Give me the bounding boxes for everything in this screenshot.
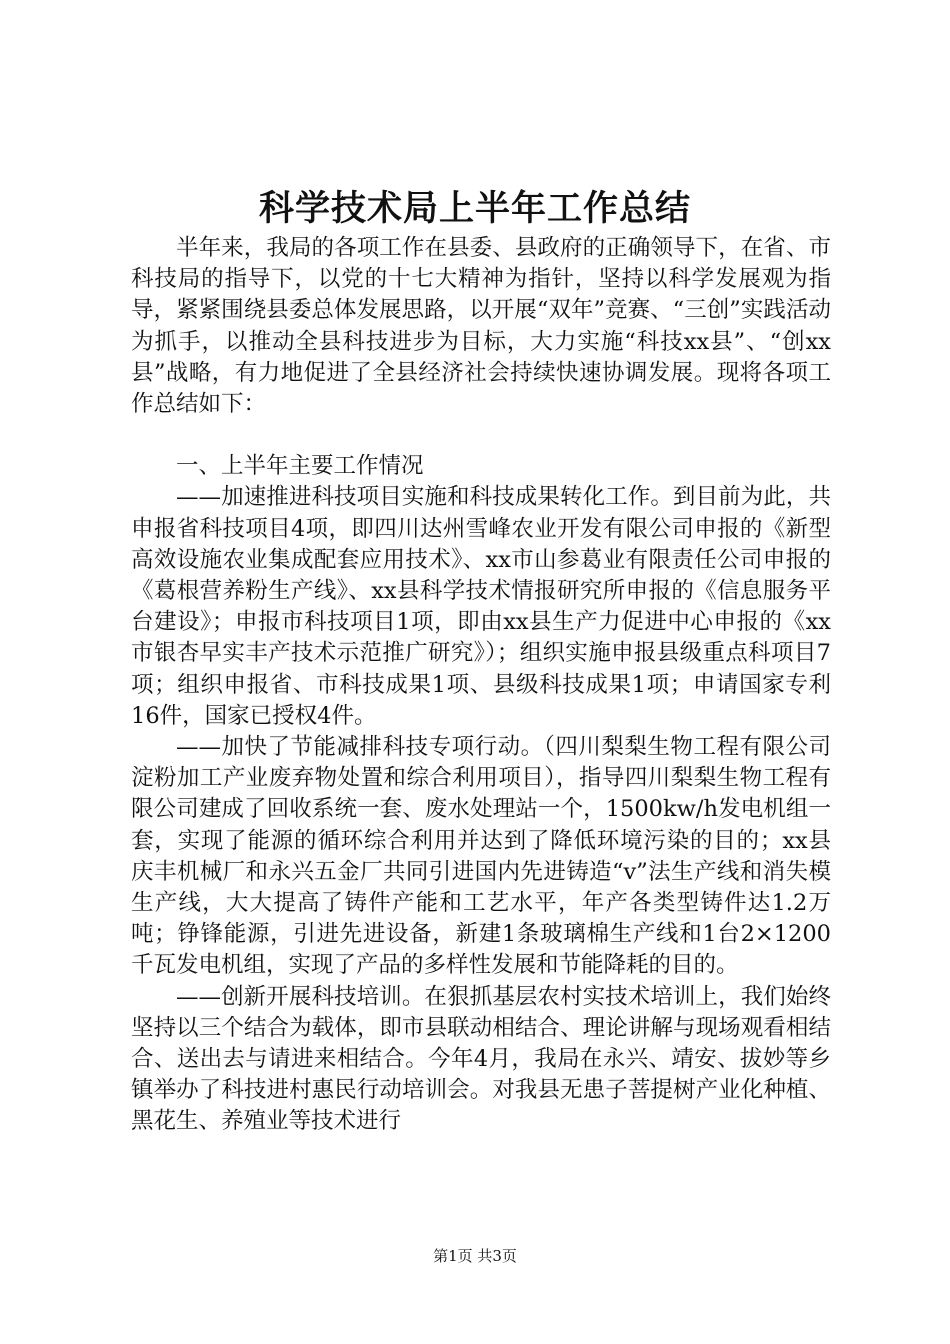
paragraph-tech-training: ——创新开展科技培训。在狠抓基层农村实技术培训上，我们始终坚持以三个结合为载体，即市县联动相结合、理论讲解与现场观看相结合、送出去与请进来相结合。今年4月，我局在永兴、靖安、拔妙等乡镇举办了科技进村惠民行动培训会。对我县无患子菩提树产业化种植、黑花生、养殖业等技术进行 [131, 983, 831, 1135]
paragraph-tech-projects: ——加速推进科技项目实施和科技成果转化工作。到目前为此，共申报省科技项目4项，即四川达州雪峰农业开发有限公司申报的《新型高效设施农业集成配套应用技术》、xx市山参葛业有限责任公司申报的《葛根营养粉生产线》、xx县科学技术情报研究所申报的《信息服务平台建设》；申报市科技项目1项，即由xx县生产力促进中心申报的《xx市银杏早实丰产技术示范推广研究》）；组织实施申报县级重点科项目7项；组织申报省、市科技成果1项、县级科技成果1项；申请国家专利16件，国家已授权4件。 [131, 484, 831, 729]
paragraph-energy-saving: ——加快了节能减排科技专项行动。（四川梨梨生物工程有限公司淀粉加工产业废弃物处置和综合利用项目），指导四川梨梨生物工程有限公司建成了回收系统一套、废水处理站一个，1500kw/h发电机组一套，实现了能源的循环综合利用并达到了降低环境污染的目的；xx县庆丰机械厂和永兴五金厂共同引进国内先进铸造“v”法生产线和消失模生产线，大大提高了铸件产能和工艺水平，年产各类型铸件达1.2万吨；铮锋能源，引进先进设备，新建1条玻璃棉生产线和1台2×1200千瓦发电机组，实现了产品的多样性发展和节能降耗的目的。 [131, 734, 831, 979]
document-title: 科学技术局上半年工作总结 [258, 188, 691, 229]
section-heading: 一、上半年主要工作情况 [176, 453, 424, 480]
intro-paragraph: 半年来，我局的各项工作在县委、县政府的正确领导下，在省、市科技局的指导下，以党的十七大精神为指针，坚持以科学发展观为指导，紧紧围绕县委总体发展思路，以开展“双年”竞赛、“三创”实践活动为抓手，以推动全县科技进步为目标，大力实施“科技xx县”、“创xx县”战略，有力地促进了全县经济社会持续快速协调发展。现将各项工作总结如下： [131, 235, 831, 418]
paragraph-spacer [131, 420, 831, 451]
document-body [131, 233, 831, 1138]
page-footer: 第1页 共3页 [433, 1247, 517, 1265]
